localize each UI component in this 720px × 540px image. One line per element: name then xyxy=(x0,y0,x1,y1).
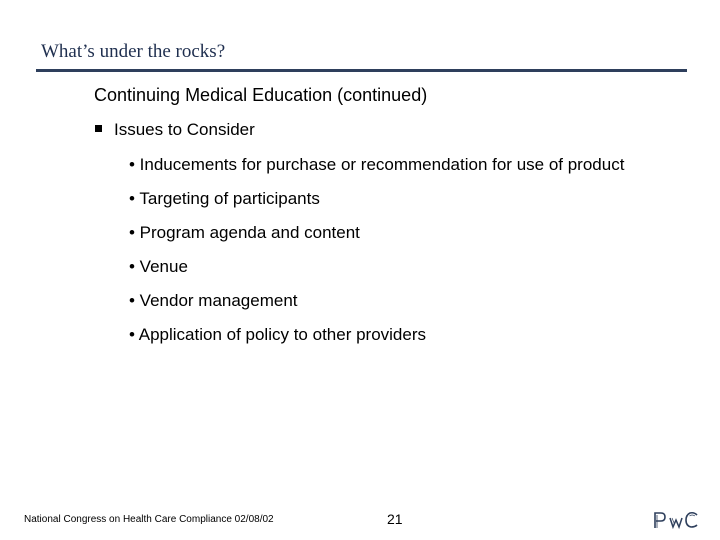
slide-subtitle: Continuing Medical Education (continued) xyxy=(94,85,428,105)
bullet-item-inducements: • Inducements for purchase or recommendation for use of product xyxy=(129,155,625,174)
bullet-item-agenda: • Program agenda and content xyxy=(129,223,360,242)
slide-title: What’s under the rocks? xyxy=(41,41,226,62)
square-bullet-icon xyxy=(95,125,102,132)
section-heading xyxy=(94,120,255,140)
bullet-item-venue: • Venue xyxy=(129,257,188,276)
bullet-item-policy: • Application of policy to other providers xyxy=(129,325,427,344)
bullet-item-vendor: • Vendor management xyxy=(129,291,298,310)
title-divider xyxy=(36,69,687,72)
bullet-list xyxy=(129,153,649,357)
page-number: 21 xyxy=(387,511,403,527)
section-label: Issues to Consider xyxy=(114,120,255,139)
pwc-logo-icon xyxy=(652,510,710,530)
bullet-item-targeting: • Targeting of participants xyxy=(129,189,320,208)
footer-conference: National Congress on Health Care Compliance 02/08/02 xyxy=(24,514,274,525)
